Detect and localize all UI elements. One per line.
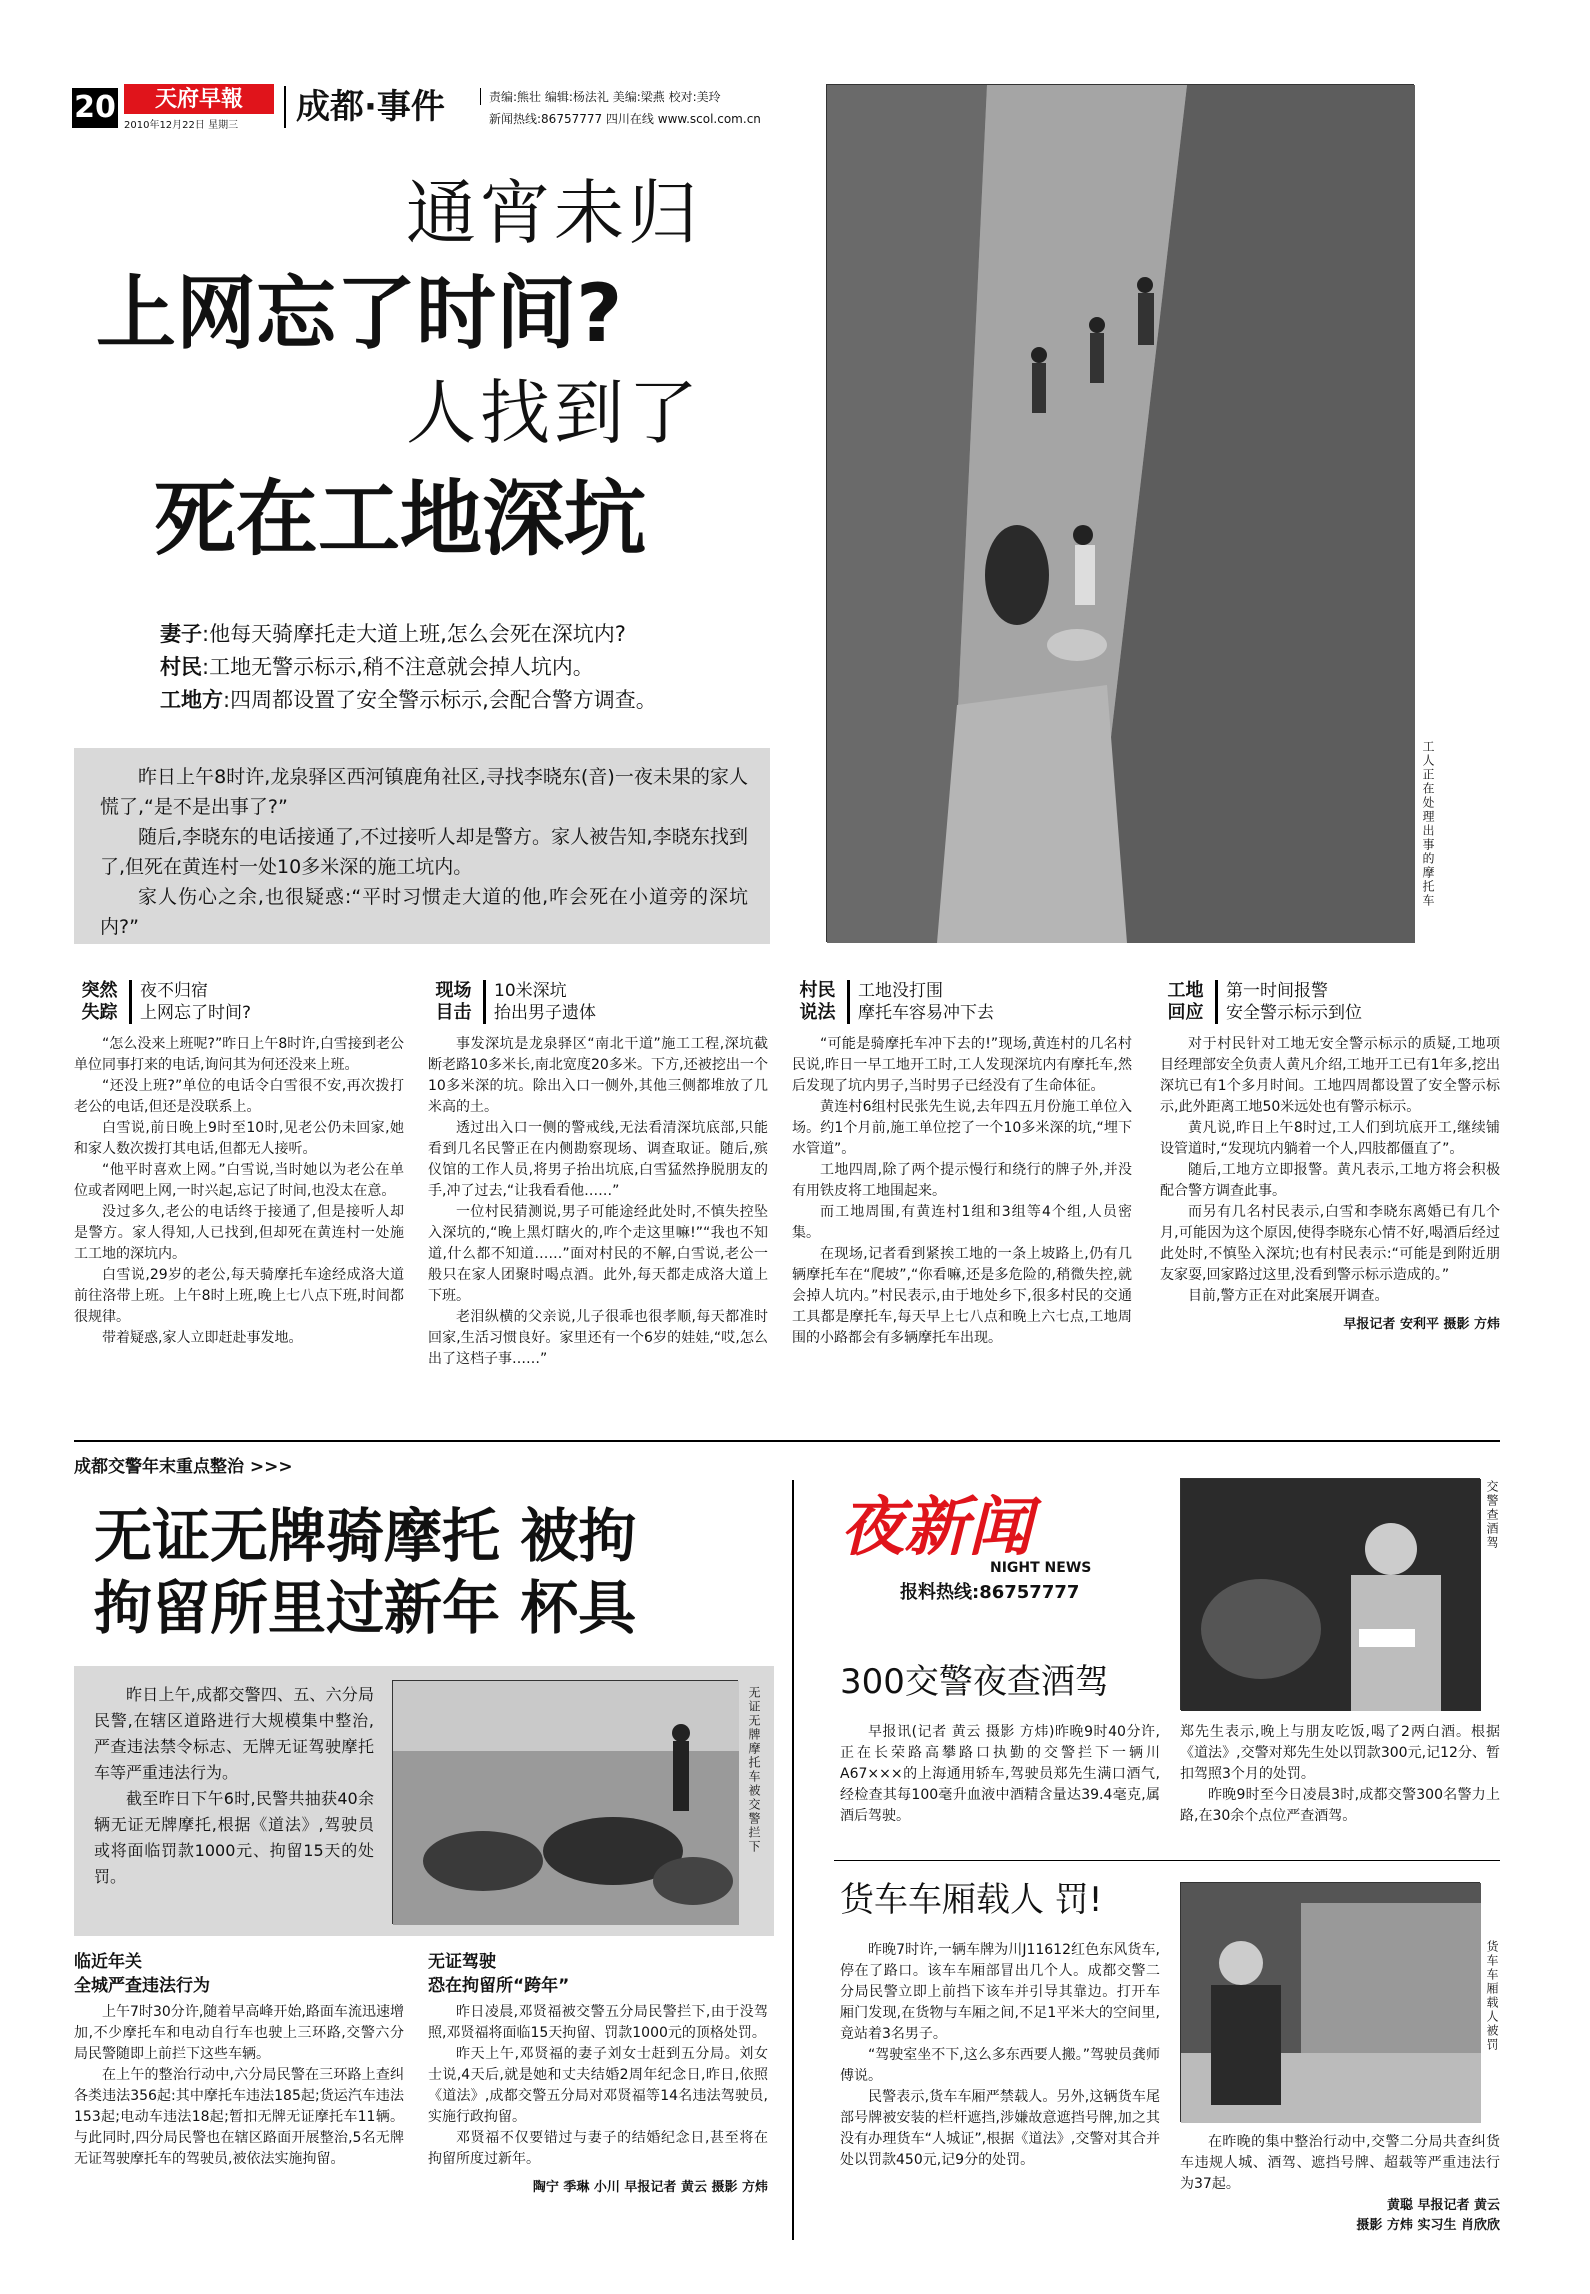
column-body: “可能是骑摩托车冲下去的!”现场,黄连村的几名村民说,昨日一早工地开工时,工人发现深坑内有摩托车,然后发现了坑内男子,当时男子已经没有了生命体征。 黄连村6组村民张先生说,去年四五月份施工单位入场。约1个月前,施工单位挖了一个10多米深的坑,“埋下水管道”。 工地四周,除了两个提示慢行和绕行的牌子外,并没有用铁皮将工地围起来。 而工地周围,有黄连村1组和3组等4个组,人员密集。 在现场,记者看到紧挨工地的一条上坡路上,仍有几辆摩托车在“爬坡”,“你看嘛,还是多危险的,稍微失控,就会掉人坑内。”村民表示,由于地处乡下,很多村民的交通工具都是摩托车,每天早上七八点和晚上六七点,工地周围的小路都会有多辆摩托车出现。 [792,1036,1132,1346]
column-body: “怎么没来上班呢?”昨日上午8时许,白雪接到老公单位同事打来的电话,询问其为何还没来上班。 “还没上班?”单位的电话令白雪很不安,再次拨打老公的电话,但还是没联系上。 白雪说,前日晚上9时至10时,见老公仍未回家,她和家人数次拨打其电话,但都无人接听。 “他平时喜欢上网。”白雪说,当时她以为老公在单位或者网吧上网,一时兴起,忘记了时间,也没太在意。 没过多久,老公的电话终于接通了,但是接听人却是警方。家人得知,人已找到,但却死在黄连村一处施工工地的深坑内。 白雪说,29岁的老公,每天骑摩托车途经成洛大道前往洛带上班。上午8时上班,晚上七八点下班,时间都很规律。 带着疑惑,家人立即赶赴事发地。 [74,1036,404,1346]
subhead-title: 摩托车容易冲下去 [858,1003,994,1023]
pit-illustration [827,85,1415,943]
column-subhead [1160,980,1500,1024]
night-story-1-headline: 300交警夜查酒驾 [840,1662,1109,1702]
column-body: 上午7时30分许,随着早高峰开始,路面车流迅速增加,不少摩托车和电动自行车也驶上三环路,交警六分局民警随即上前拦下这些车辆。 在上午的整治行动中,六分局民警在三环路上查纠各类违法356起:其中摩托车违法185起;货运汽车违法153起;电动车违法18起;暂扣无牌无证摩托车11辆。与此同时,四分局民警也在辖区路面开展整治,5名无牌无证驾驶摩托车的驾驶员,被依法实施拘留。 [74,2004,404,2167]
headline-line-4: 死在工地深坑 [154,472,647,567]
traffic-kicker: 成都交警年末重点整治 >>> [74,1457,293,1477]
traffic-photo-caption: 无证无牌摩托车被交警拦下 [747,1686,761,1854]
night-divider [834,1860,1500,1861]
night-photo-police [1180,1478,1480,1710]
lead-intro-box [74,748,770,944]
masthead-logo: 天府早報 [124,84,274,114]
subhead-title: 恐在拘留所“跨年” [428,1976,570,1996]
subhead-tag: 现场目击 [428,980,486,1024]
intro-para: 随后,李晓东的电话接通了,不过接听人却是警方。家人被告知,李晓东找到了,但死在黄连村一处10多米深的施工坑内。 [100,826,748,878]
intro-para: 家人伤心之余,也很疑惑:“平时习惯走大道的他,咋会死在小道旁的深坑内?” [100,886,748,938]
subhead-title: 抬出男子遗体 [494,1003,596,1023]
traffic-intro-text: 昨日上午,成都交警四、五、六分局民警,在辖区道路进行大规模集中整治,严查违法禁令标志、无牌无证驾驶摩托车等严重违法行为。 截至昨日下午6时,民警共抽获40余辆无证无牌摩托,根据《道法》,驾驶员或将面临罚款1000元、拘留15天的处罚。 [94,1685,374,1886]
night-story-2-headline: 货车车厢载人 罚! [840,1880,1103,1920]
subhead-tag: 村民说法 [792,980,850,1024]
traffic-column-2 [428,1950,768,2195]
column-subhead [428,980,768,1024]
traffic-photo-motorcycles [392,1680,738,1924]
headline-line-2: 上网忘了时间? [96,267,623,360]
headline-line-1: 通宵未归 [406,172,702,254]
subhead-title: 工地没打围 [858,981,943,1001]
lead-photo-construction-pit [826,84,1414,942]
section-divider [74,1440,1500,1442]
traffic-intro-box [74,1666,774,1936]
lead-column-1 [74,980,404,1349]
night-news-hotline: 报料热线:86757777 [900,1582,1080,1603]
night-story-2-left: 昨晚7时许,一辆车牌为川J11612红色东风货车,停在了路口。该车车厢部冒出几个人。成都交警二分局民警立即上前挡下该车并引导其靠边。打开车厢门发现,在货物与车厢之间,不足1平米大的空间里,竟站着3名男子。 “驾驶室坐不下,这么多东西要人搬。”驾驶员龚师傅说。 民警表示,货车车厢严禁载人。另外,这辆货车尾部号牌被安装的栏杆遮挡,涉嫌故意遮挡号牌,加之其没有办理货车“人城证”,根据《道法》,交警对其合并处以罚款450元,记9分的处罚。 [840,1942,1160,2168]
byline: 早报记者 安利平 摄影 方炜 [1343,1317,1500,1332]
issue-date: 2010年12月22日 星期三 [124,120,239,131]
byline: 黄聪 早报记者 黄云 摄影 方炜 实习生 肖欣欣 [1356,2198,1500,2233]
lead-column-3 [792,980,1132,1349]
column-body: 昨日凌晨,邓贤福被交警五分局民警拦下,由于没驾照,邓贤福将面临15天拘留、罚款1000元的顶格处罚。 昨天上午,邓贤福的妻子刘女士赶到五分局。刘女士说,4天后,就是她和丈夫结婚2周年纪念日,昨日,依照《道法》,成都交警五分局对邓贤福等14名违法驾驶员,实施行政拘留。 邓贤福不仅要错过与妻子的结婚纪念日,甚至将在拘留所度过新年。 [428,2004,768,2167]
subhead-title: 上网忘了时间? [140,1003,252,1023]
intro-para: 昨日上午8时许,龙泉驿区西河镇鹿角社区,寻找李晓东(音)一夜未果的家人慌了,“是不是出事了?” [100,766,748,818]
column-subhead [792,980,1132,1024]
quote-villager: 村民:工地无警示标示,稍不注意就会掉人坑内。 [160,655,594,679]
subhead-title: 临近年关 [74,1952,142,1972]
traffic-column-1 [74,1950,404,2170]
lead-photo-caption: 工人正在处理出事的摩托车 [1421,740,1435,908]
night-news-logo [840,1490,1150,1603]
column-divider [792,1480,794,2240]
subhead-tag: 工地回应 [1160,980,1218,1024]
subhead-tag: 突然失踪 [74,980,132,1024]
news-hotline: 新闻热线:86757777 四川在线 www.scol.com.cn [489,112,761,126]
night-photo-caption-2: 货车车厢载人被罚 [1485,1940,1499,2052]
lead-column-4 [1160,980,1500,1332]
subhead-title: 全城严查违法行为 [74,1976,210,1996]
night-story-2-right: 在昨晚的集中整治行动中,交警二分局共查纠货车违规人城、酒驾、遮挡号牌、超载等严重违法行为37起。 [1180,2134,1500,2192]
quote-site: 工地方:四周都设置了安全警示标示,会配合警方调查。 [160,688,657,712]
column-subhead [74,980,404,1024]
night-photo-truck [1180,1882,1480,2122]
page-number: 20 [72,88,118,128]
headline-line-2: 拘留所里过新年 杯具 [94,1574,637,1642]
editor-credits: 责编:熊壮 编辑:杨法礼 美编:梁燕 校对:美玲 [480,88,721,105]
subhead-title: 第一时间报警 [1226,981,1328,1001]
page-header [72,84,772,132]
quote-wife: 妻子:他每天骑摩托走大道上班,怎么会死在深坑内? [160,622,626,646]
lead-quotes [160,618,800,717]
subhead-title: 10米深坑 [494,981,567,1001]
night-news-title: 夜新闻 [840,1490,1032,1565]
night-story-1-left: 早报讯(记者 黄云 摄影 方炜)昨晚9时40分许,正在长荣路高攀路口执勤的交警拦下一辆川A67×××的上海通用轿车,驾驶员郑先生满口酒气,经检查其每100毫升血液中酒精含量达39.4毫克,属酒后驾驶。 [840,1724,1160,1824]
column-body: 事发深坑是龙泉驿区“南北干道”施工工程,深坑截断老路10多米长,南北宽度20多米。下方,还被挖出一个10多米深的坑。除出入口一侧外,其他三侧都堆放了几米高的土。 透过出入口一侧的警戒线,无法看清深坑底部,只能看到几名民警正在内侧勘察现场、调查取证。随后,殡仪馆的工作人员,将男子抬出坑底,白雪猛然挣脱朋友的手,冲了过去,“让我看看他……” 一位村民猜测说,男子可能途经此处时,不慎失控坠入深坑的,“晚上黑灯瞎火的,咋个走这里嘛!”“我也不知道,什么都不知道……”面对村民的不解,白雪说,老公一般只在家人团聚时喝点酒。此外,每天都走成洛大道上下班。 老泪纵横的父亲说,儿子很乖也很孝顺,每天都准时回家,生活习惯良好。家里还有一个6岁的娃娃,“哎,怎么出了这档子事……” [428,1036,768,1367]
byline: 陶宁 季琳 小川 早报记者 黄云 摄影 方炜 [532,2180,768,2195]
traffic-headline [74,1500,774,1644]
night-photo-caption-1: 交警查酒驾 [1485,1480,1499,1550]
section-name: 成都·事件 [284,86,445,128]
headline-line-1: 无证无牌骑摩托 被拘 [94,1502,637,1570]
subhead-title: 夜不归宿 [140,981,208,1001]
subhead-title: 无证驾驶 [428,1952,496,1972]
subhead-title: 安全警示标示到位 [1226,1003,1362,1023]
headline-line-3: 人找到了 [406,372,702,454]
night-news-en: NIGHT NEWS [990,1560,1092,1576]
night-story-1-right: 郑先生表示,晚上与朋友吃饭,喝了2两白酒。根据《道法》,交警对郑先生处以罚款300元,记12分、暂扣驾照3个月的处罚。 昨晚9时至今日凌晨3时,成都交警300名警力上路,在30余个点位严查酒驾。 [1180,1724,1500,1824]
lead-column-2 [428,980,768,1370]
column-body: 对于村民针对工地无安全警示标示的质疑,工地项目经理部安全负责人黄凡介绍,工地开工已有1年多,挖出深坑已有1个多月时间。工地四周都设置了安全警示标示,此外距离工地50米远处也有警示标示。 黄凡说,昨日上午8时过,工人们到坑底开工,继续铺设管道时,“发现坑内躺着一个人,四肢都僵直了”。 随后,工地方立即报警。黄凡表示,工地方将会积极配合警方调查此事。 而另有几名村民表示,白雪和李晓东离婚已有几个月,可能因为这个原因,使得李晓东心情不好,喝酒后经过此处时,不慎坠入深坑;也有村民表示:“可能是到附近朋友家耍,回家路过这里,没看到警示标示造成的。” 目前,警方正在对此案展开调查。 [1160,1036,1500,1304]
